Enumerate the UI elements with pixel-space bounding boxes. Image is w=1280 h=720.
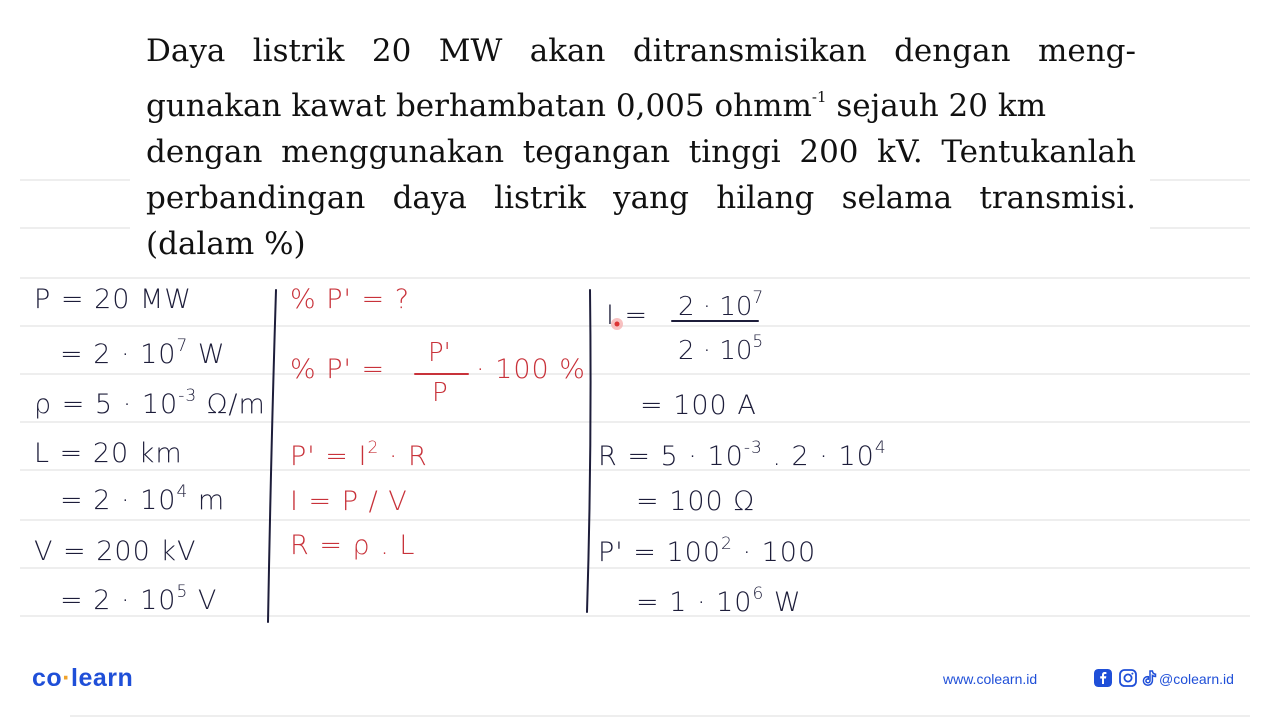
given-resistivity: $\rho = 5 \cdot 10^{-3}$ Ω/m (34, 386, 266, 420)
resistance-calc: $R = 5 \cdot 10^{-3}$ . $2 \cdot 10^4$ (598, 438, 887, 472)
divider-left (268, 290, 276, 622)
given-voltage-converted: = $2 \cdot 10^5$ V (60, 582, 218, 616)
percent-formula-denominator: P (432, 378, 448, 408)
given-length-converted: = $2 \cdot 10^4$ m (60, 482, 226, 516)
current-result: = 100 A (640, 390, 757, 421)
current-formula: I = P / V (290, 486, 408, 517)
question-text (146, 28, 1136, 267)
question-line-2: gunakan kawat berhambatan 0,005 ohmm$^{-1}$ sejauh 20 km (146, 88, 1046, 124)
current-calc-denominator: $2 \cdot 10^5$ (678, 332, 764, 366)
question-line-4: perbandingan daya listrik yang hilang selama transmisi. (146, 180, 1136, 216)
tiktok-icon[interactable] (1140, 669, 1158, 687)
given-power: P = 20 MW (34, 284, 193, 315)
given-length: L = 20 km (34, 438, 183, 469)
percent-formula-left: % P' = (290, 354, 386, 385)
website-link[interactable]: www.colearn.id (943, 671, 1038, 687)
percent-formula-right: · 100 % (476, 354, 586, 385)
facebook-icon[interactable] (1094, 669, 1112, 687)
power-loss-formula: $P' = I^2 \cdot R$ (290, 438, 428, 472)
instagram-icon[interactable] (1119, 669, 1137, 687)
given-power-converted: = $2 \cdot 10^7$ W (60, 336, 226, 370)
social-handle[interactable]: @colearn.id (1159, 671, 1234, 687)
given-voltage: V = 200 kV (34, 536, 197, 567)
resistance-formula: R = ρ . L (290, 530, 416, 561)
power-loss-calc: $P' = 100^2 \cdot 100$ (598, 534, 817, 568)
current-calc-left: I = (606, 300, 649, 331)
question-line-3: dengan menggunakan tegangan tinggi 200 kV. Tentukanlah (146, 134, 1136, 170)
colearn-logo: co·learn (32, 664, 134, 692)
question-line-5: (dalam %) (146, 226, 306, 262)
divider-right (587, 290, 591, 612)
question-line-1: Daya listrik 20 MW akan ditransmisikan dengan meng- (146, 33, 1136, 69)
asked-percent: % P' = ? (290, 284, 411, 315)
power-loss-result: = $1 \cdot 10^6$ W (636, 584, 802, 618)
resistance-result: = 100 Ω (636, 486, 755, 517)
current-calc-numerator: $2 \cdot 10^7$ (678, 288, 764, 322)
percent-formula-numerator: P' (428, 338, 451, 368)
